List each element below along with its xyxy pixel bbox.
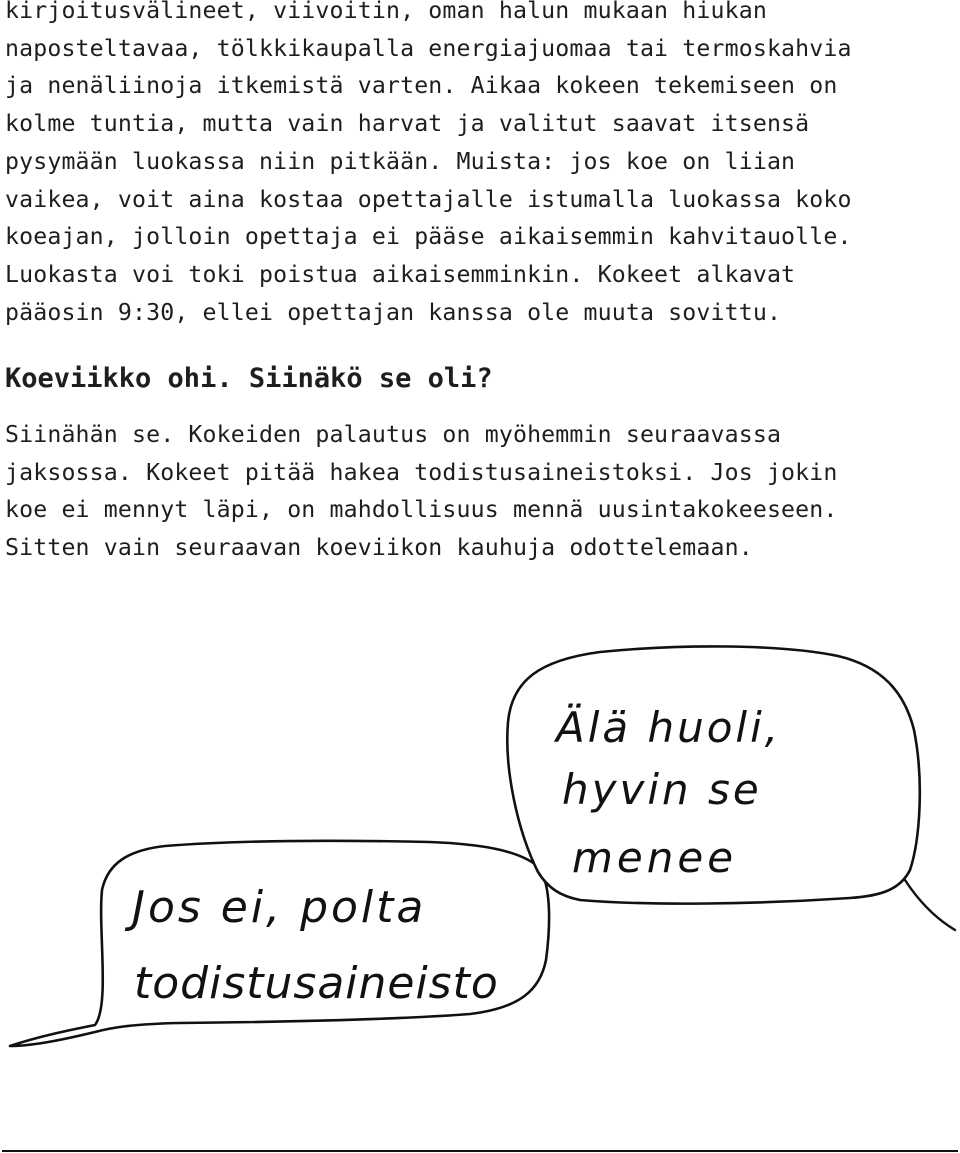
left-bubble-line-1: Jos ei, polta [132, 882, 427, 933]
closing-paragraph: Siinähän se. Kokeiden palautus on myöhemmin seuraavassa jaksossa. Kokeet pitää hakea todistusaineistoksi. Jos jokin koe ei mennyt läpi, on mahdollisuus mennä uusintakokeeseen. Sitten vain seuraavan koeviikon kauhuja odottelemaan. [5, 421, 838, 562]
right-bubble-line-1: Älä huoli, [556, 703, 782, 752]
comic-illustration [0, 600, 960, 1153]
comic-drawing [0, 600, 960, 1153]
intro-paragraph: kirjoitusvälineet, viivoitin, oman halun mukaan hiukan naposteltavaa, tölkkikaupalla energiajuomaa tai termoskahvia ja nenäliinoja itkemistä varten. Aikaa kokeen tekemiseen on kolme tuntia, mutta vain harvat ja valitut saavat itsensä pysymään luokassa niin pitkään. Muista: jos koe on liian vaikea, voit aina kostaa opettajalle istumalla luokassa koko koeajan, jolloin opettaja ei pääse aikaisemmin kahvitauolle. Luokasta voi toki poistua aikaisemminkin. Kokeet alkavat pääosin 9:30, ellei opettajan kanssa ole muuta sovittu. [5, 0, 852, 326]
left-speech-bubble [10, 841, 549, 1046]
right-bubble-line-2: hyvin se [562, 765, 762, 814]
right-bubble-line-3: menee [572, 833, 738, 882]
section-heading: Koeviikko ohi. Siinäkö se oli? [5, 363, 493, 394]
left-bubble-line-2: todistusaineisto [134, 958, 499, 1009]
right-bubble-tail [905, 880, 955, 930]
